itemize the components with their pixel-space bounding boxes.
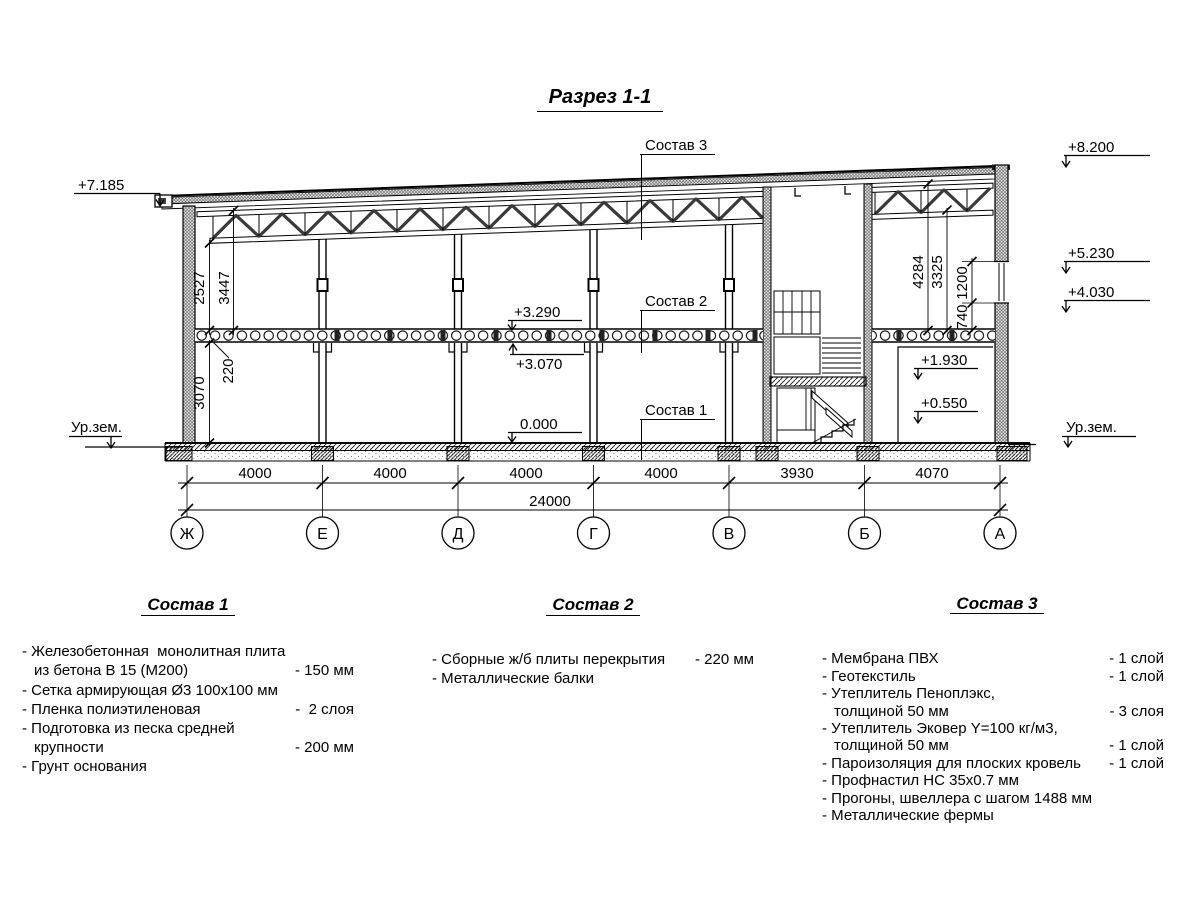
ground-floor bbox=[85, 443, 1036, 461]
dim-740: 740 bbox=[954, 304, 971, 330]
legend-line: - Грунт основания bbox=[22, 758, 147, 776]
dim-2527: 2527 bbox=[191, 271, 208, 305]
axis-bubbles bbox=[171, 517, 1016, 549]
axis-d: Д bbox=[452, 526, 464, 543]
stair-landing-slab bbox=[770, 377, 866, 386]
dim-3325: 3325 bbox=[929, 255, 946, 289]
roof-beam-hooks bbox=[795, 186, 851, 196]
axis-extension-lines bbox=[187, 465, 1000, 517]
legend-line: - Прогоны, швеллера с шагом 1488 мм bbox=[822, 789, 1093, 807]
svg-text:+7.185: +7.185 bbox=[78, 177, 125, 194]
stair-upper-flight bbox=[822, 338, 861, 373]
legend-line: крупности - 200 мм bbox=[34, 739, 354, 757]
drawing-title bbox=[0, 86, 1200, 112]
legend-line: - Геотекстиль - 1 слой bbox=[822, 667, 1164, 685]
dim-span-2: 4000 bbox=[373, 465, 407, 482]
walls bbox=[183, 165, 1009, 443]
legend-line: толщиной 50 мм - 1 слой bbox=[834, 737, 1164, 755]
ground-level-right bbox=[1062, 419, 1136, 447]
drawing-title-text: Разрез 1-1 bbox=[537, 86, 664, 112]
svg-text:Состав 3: Состав 3 bbox=[645, 137, 708, 154]
legend-line: - Профнастил НС 35х0.7 мм bbox=[822, 772, 1019, 790]
axis-a: А bbox=[994, 526, 1006, 543]
column-splice-plates bbox=[318, 279, 735, 291]
elev-7185 bbox=[74, 177, 164, 206]
elev-4030 bbox=[1062, 284, 1150, 312]
axis-b: Б bbox=[859, 526, 870, 543]
svg-text:+3.070: +3.070 bbox=[516, 356, 563, 373]
legend-line: - Подготовка из песка средней bbox=[22, 720, 235, 738]
elev-8200 bbox=[1062, 139, 1150, 167]
svg-text:Состав 2: Состав 2 bbox=[645, 293, 708, 310]
elev-1930 bbox=[914, 352, 978, 379]
svg-text:Ур.зем.: Ур.зем. bbox=[1066, 419, 1117, 436]
axis-zh: Ж bbox=[179, 526, 195, 543]
stair-shaft-wall-left bbox=[763, 187, 771, 443]
legend-sostav-3 bbox=[822, 595, 1172, 824]
stair-window-grid bbox=[774, 291, 820, 334]
legend-line: - Пленка полиэтиленовая - 2 слоя bbox=[22, 700, 354, 718]
stair-landing-box bbox=[774, 337, 820, 374]
elev-5230 bbox=[1062, 245, 1150, 273]
legend-title: Состав 2 bbox=[432, 595, 754, 616]
legend-line: толщиной 50 мм - 3 слоя bbox=[834, 702, 1164, 720]
svg-text:+4.030: +4.030 bbox=[1068, 284, 1115, 301]
dimension-chain bbox=[178, 465, 1008, 517]
dim-span-1: 4000 bbox=[238, 465, 272, 482]
legend-line: - Сборные ж/б плиты перекрытия - 220 мм bbox=[432, 651, 754, 669]
elev-3290 bbox=[508, 304, 582, 330]
legend-line: из бетона В 15 (М200) - 150 мм bbox=[34, 662, 354, 680]
legend-sostav-1 bbox=[22, 595, 354, 777]
axis-v: В bbox=[723, 526, 735, 543]
truss-right bbox=[872, 183, 993, 219]
legend-line: - Мембрана ПВХ - 1 слой bbox=[822, 650, 1164, 668]
beam-hooks bbox=[314, 343, 739, 352]
svg-text:+0.550: +0.550 bbox=[921, 395, 968, 412]
axis-e: Е bbox=[317, 526, 328, 543]
svg-text:0.000: 0.000 bbox=[520, 416, 558, 433]
dim-220: 220 bbox=[220, 358, 237, 384]
dim-3447: 3447 bbox=[216, 271, 233, 305]
stair-shaft-wall-right bbox=[864, 184, 872, 443]
dim-span-4: 4000 bbox=[644, 465, 678, 482]
legend-line: - Металлические балки bbox=[432, 670, 594, 688]
svg-text:Состав 1: Состав 1 bbox=[645, 402, 708, 419]
legend-line: - Пароизоляция для плоских кровель - 1 слой bbox=[822, 754, 1164, 772]
dim-4284: 4284 bbox=[910, 255, 927, 289]
svg-text:+1.930: +1.930 bbox=[921, 352, 968, 369]
svg-text:+5.230: +5.230 bbox=[1068, 245, 1115, 262]
legend-line: - Железобетонная монолитная плита bbox=[22, 643, 286, 661]
dim-span-6: 4070 bbox=[915, 465, 949, 482]
wall-right bbox=[995, 165, 1008, 443]
ground-level-left bbox=[69, 419, 122, 448]
svg-text:+3.290: +3.290 bbox=[514, 304, 561, 321]
legend-line: - Металлические фермы bbox=[822, 807, 994, 825]
svg-text:Ур.зем.: Ур.зем. bbox=[71, 419, 122, 436]
legend-sostav-2 bbox=[432, 595, 754, 689]
dim-1200: 1200 bbox=[954, 266, 971, 300]
stair-lower-box bbox=[777, 388, 815, 443]
dim-span-5: 3930 bbox=[780, 465, 814, 482]
legend-title: Состав 3 bbox=[822, 595, 1172, 614]
elev-0550 bbox=[914, 395, 978, 423]
svg-text:+8.200: +8.200 bbox=[1068, 139, 1115, 156]
legend-line: - Утеплитель Пеноплэкс, bbox=[822, 685, 995, 703]
window-opening bbox=[994, 261, 1009, 303]
legend-line: - Утеплитель Эковер Y=100 кг/м3, bbox=[822, 720, 1058, 738]
dim-3070: 3070 bbox=[191, 376, 208, 410]
dim-span-3: 4000 bbox=[509, 465, 543, 482]
axis-g: Г bbox=[589, 526, 598, 543]
floor-slab bbox=[195, 329, 995, 352]
staircase bbox=[770, 291, 866, 443]
elev-3070 bbox=[509, 344, 584, 373]
callout-sostav-2 bbox=[640, 293, 715, 353]
legend-line: - Сетка армирующая Ø3 100х100 мм bbox=[22, 681, 278, 699]
elev-0000 bbox=[508, 416, 582, 442]
legend-title: Состав 1 bbox=[22, 595, 354, 616]
dim-total: 24000 bbox=[529, 493, 571, 510]
